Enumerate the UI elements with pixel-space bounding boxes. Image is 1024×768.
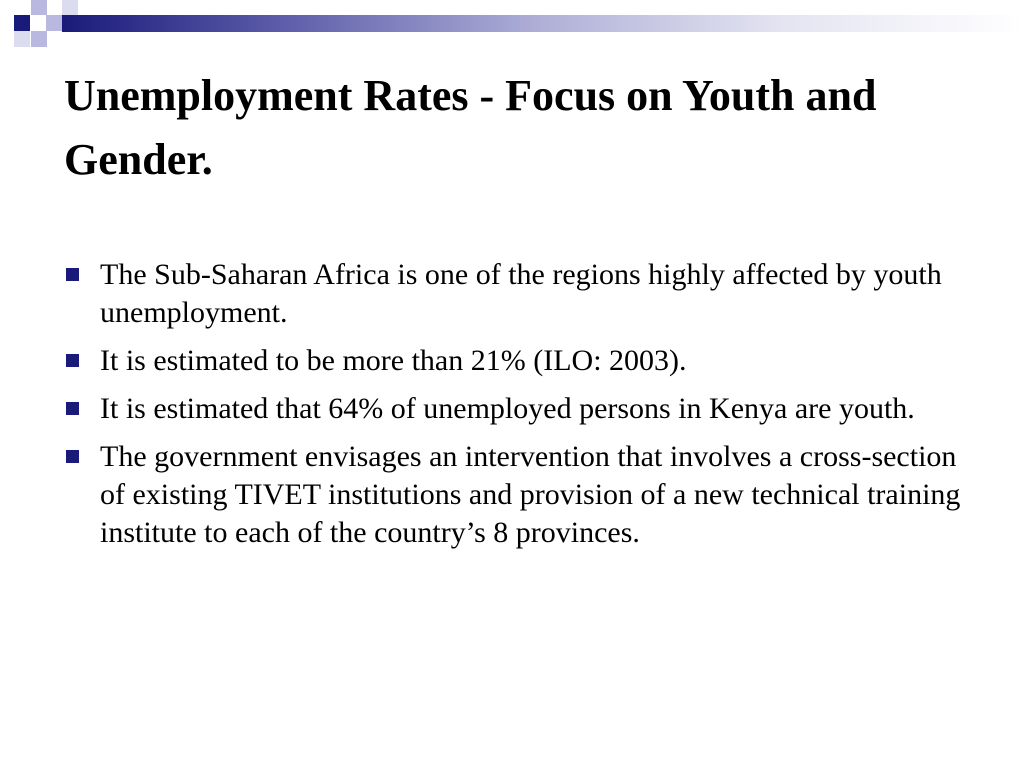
bullet-list: [62, 256, 982, 562]
bullet-item: [62, 390, 982, 428]
bullet-text: The Sub-Saharan Africa is one of the regions highly affected by youth unemployment.: [100, 258, 942, 329]
bullet-item: [62, 256, 982, 332]
bullet-text: The government envisages an intervention that involves a cross-section of existing TIVET institutions and provision of a new technical training institute to each of the country’s 8 provinces.: [100, 440, 961, 549]
deco-square-lavender: [46, 15, 62, 31]
bullet-item: [62, 438, 982, 552]
bullet-item: [62, 342, 982, 380]
bullet-text: It is estimated to be more than 21% (ILO: 2003).: [100, 344, 687, 377]
square-bullet-icon: [66, 268, 79, 281]
bullet-text: It is estimated that 64% of unemployed persons in Kenya are youth.: [100, 392, 915, 425]
deco-square-lavender: [31, 31, 47, 47]
header-decoration: [0, 0, 1024, 60]
square-bullet-icon: [66, 450, 79, 463]
deco-square-lavender: [31, 0, 47, 15]
square-bullet-icon: [66, 402, 79, 415]
slide-title: Unemployment Rates - Focus on Youth and Gender.: [64, 71, 877, 184]
deco-square-pale: [62, 0, 78, 15]
deco-square-pale: [14, 31, 30, 47]
square-bullet-icon: [66, 354, 79, 367]
header-gradient-bar: [62, 15, 1024, 32]
deco-square-navy: [14, 15, 30, 31]
